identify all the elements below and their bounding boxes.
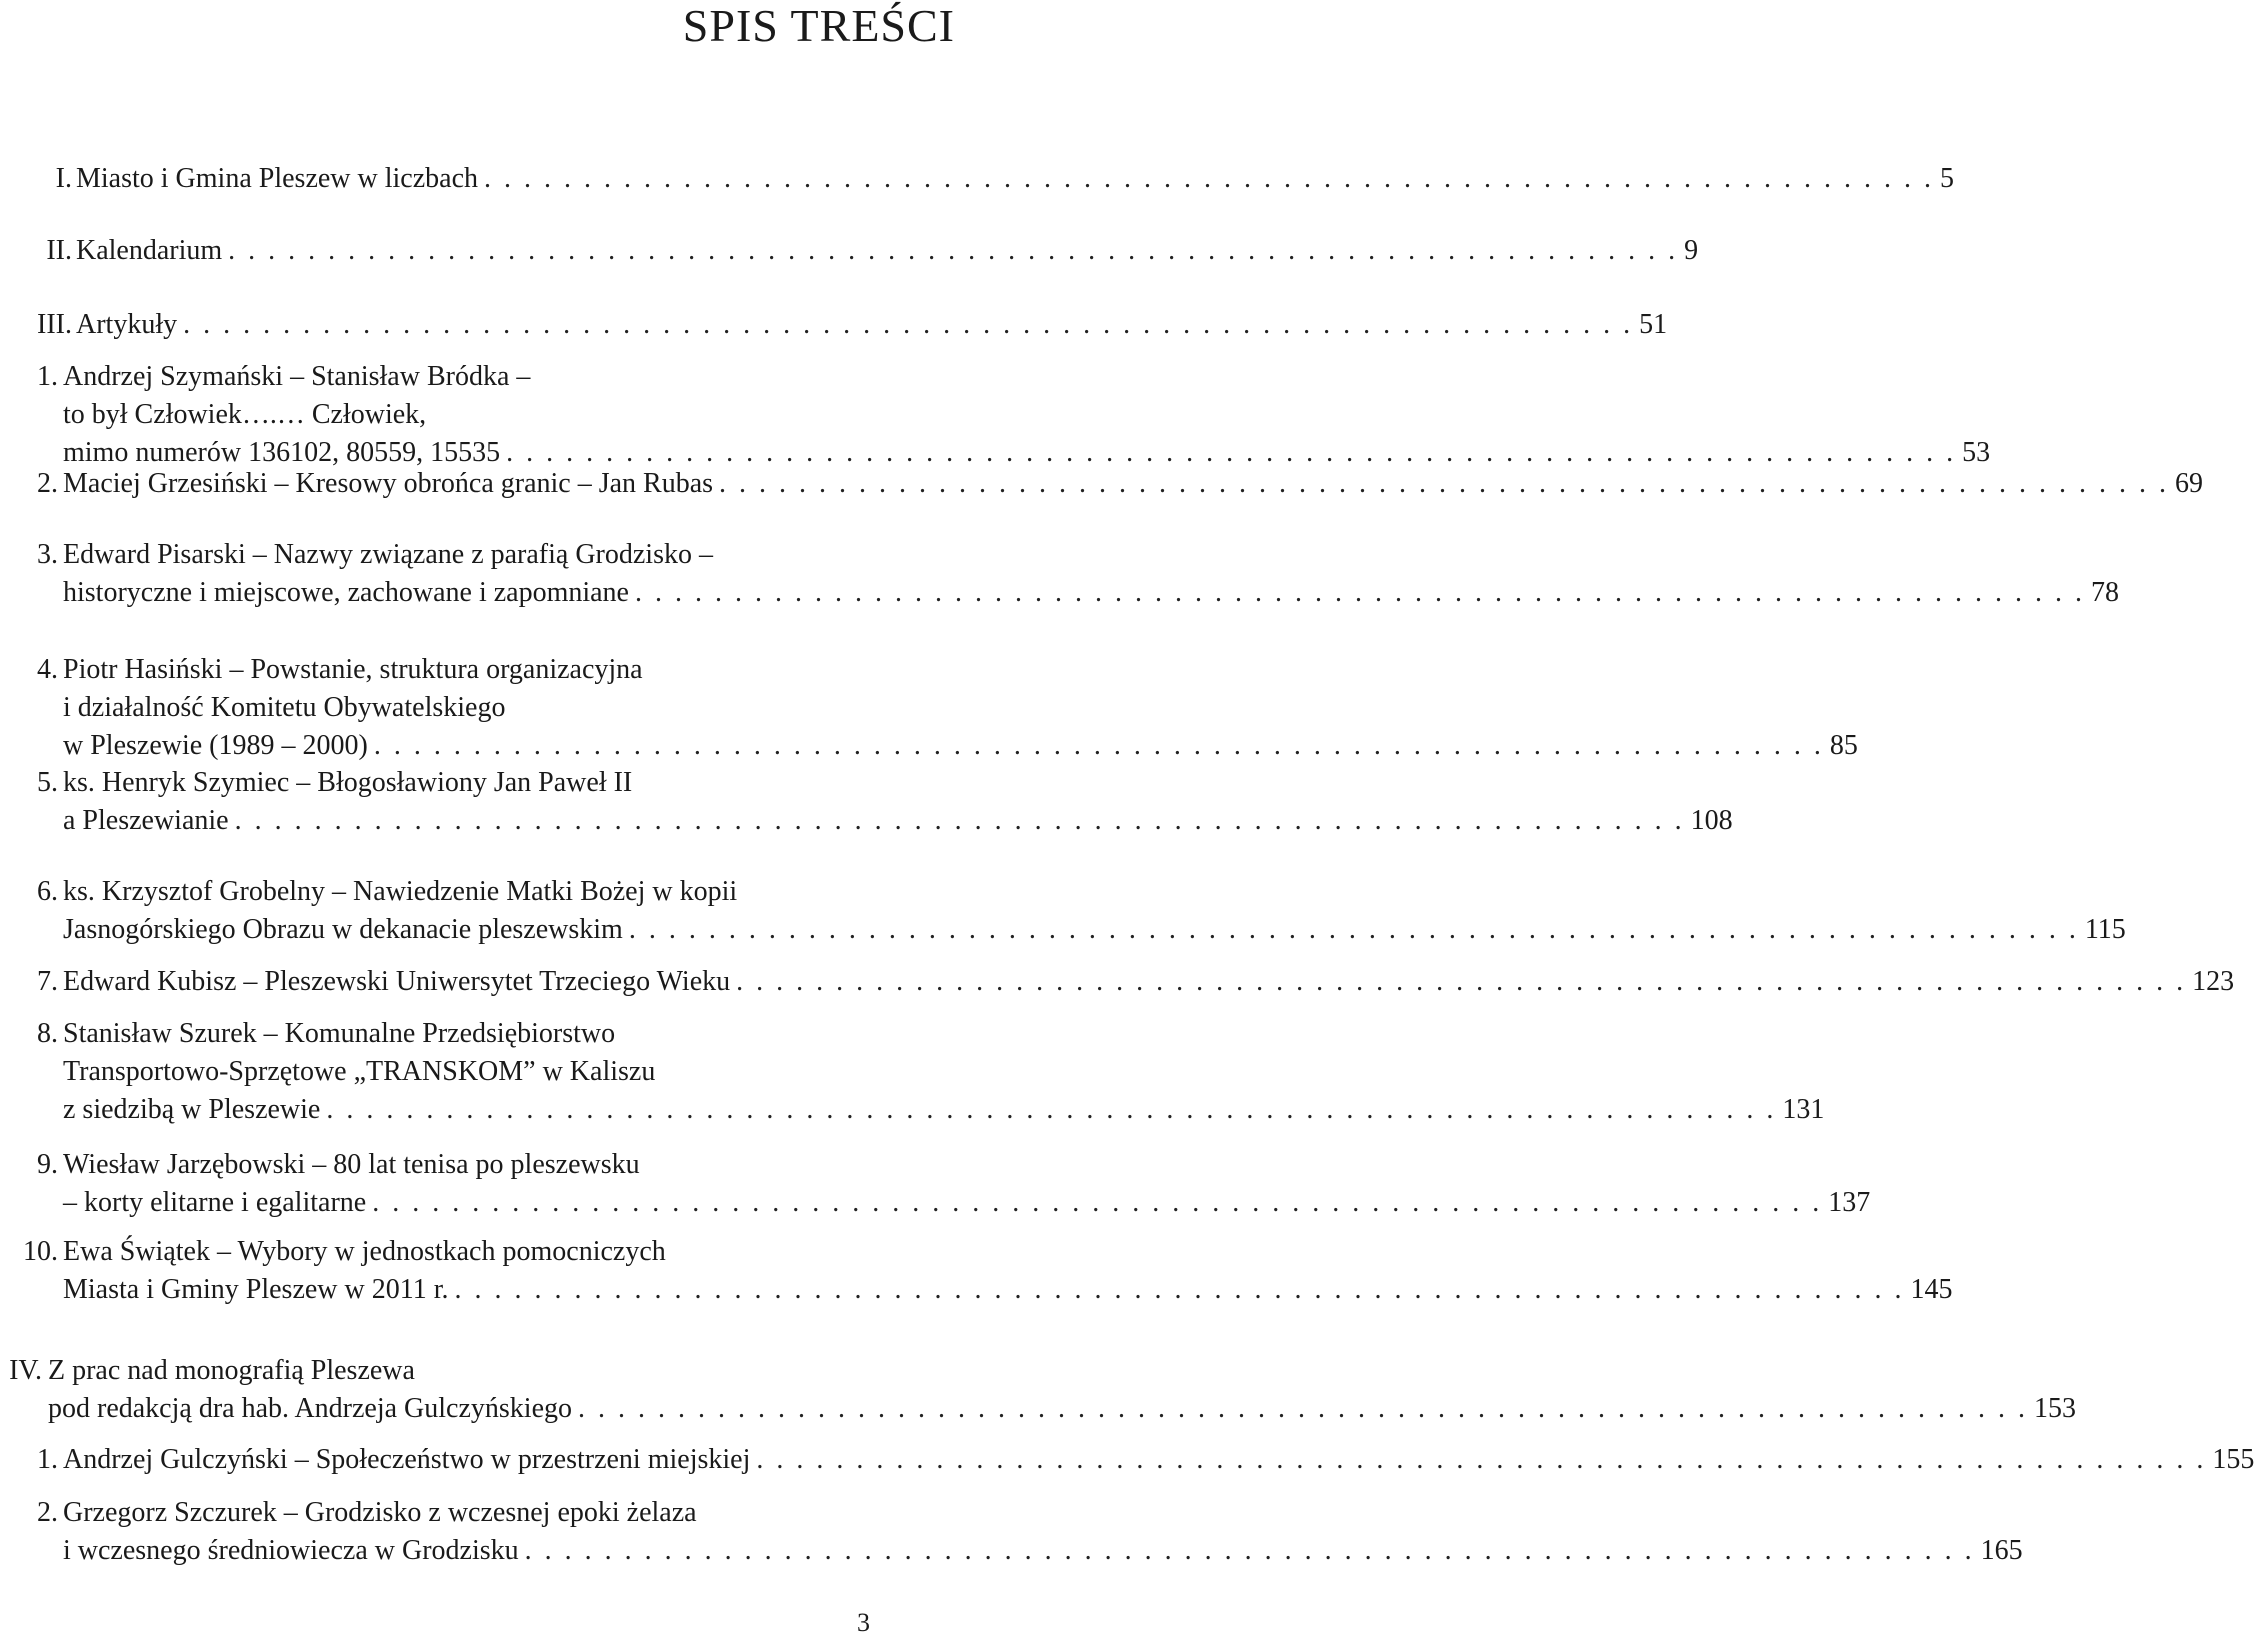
toc-entry-title: z siedzibą w Pleszewie <box>63 1094 321 1125</box>
toc-entry-number: I. <box>55 163 72 194</box>
toc-entry-title: Edward Pisarski – Nazwy związane z parafią Grodzisko – <box>63 539 713 570</box>
toc-entry-number: 5. <box>37 767 58 798</box>
toc-page-ref: 115 <box>2084 914 2126 945</box>
toc-entry-title: i działalność Komitetu Obywatelskiego <box>63 692 506 723</box>
toc-page-ref: 165 <box>1980 1535 2023 1566</box>
toc-entry-title: a Pleszewianie <box>63 805 229 836</box>
toc-entry-number: II. <box>46 235 72 266</box>
dot-leader: . . . . . . . . . . . . . . . . . . . . . . . . . . . . . . . . . . . . . . . . . . . . . . . . . . . . . . . . . . . . . . . . . . . . . . . . . <box>234 805 1685 836</box>
toc-entry-number: 1. <box>37 361 58 392</box>
dot-leader: . . . . . . . . . . . . . . . . . . . . . . . . . . . . . . . . . . . . . . . . . . . . . . . . . . . . . . . . . . . . . . . . . . . . . . . . . <box>484 163 1935 194</box>
toc-page-ref: 145 <box>1910 1274 1953 1305</box>
toc-page-ref: 69 <box>2175 468 2204 499</box>
toc-entry-title: Stanisław Szurek – Komunalne Przedsiębiorstwo <box>63 1018 616 1049</box>
toc-entry-title: Jasnogórskiego Obrazu w dekanacie pleszewskim <box>63 914 623 945</box>
toc-entry-number: 4. <box>37 654 58 685</box>
toc-entry-title: ks. Krzysztof Grobelny – Nawiedzenie Matki Bożej w kopii <box>63 876 738 907</box>
toc-entry-title: Miasto i Gmina Pleszew w liczbach <box>76 163 479 194</box>
toc-entry-number: III. <box>37 309 72 340</box>
toc-entry-title: Artykuły <box>76 309 178 340</box>
page-number: 3 <box>857 1608 870 1637</box>
toc-page-ref: 51 <box>1639 309 1668 340</box>
toc-entry-number: 10. <box>23 1236 58 1267</box>
dot-leader: . . . . . . . . . . . . . . . . . . . . . . . . . . . . . . . . . . . . . . . . . . . . . . . . . . . . . . . . . . . . . . . . . . . . . . . . . <box>506 437 1957 468</box>
toc-entry-number: 8. <box>37 1018 58 1049</box>
toc-entry-number: 9. <box>37 1149 58 1180</box>
toc-entry-title: Transportowo-Sprzętowe „TRANSKOM” w Kaliszu <box>63 1056 656 1087</box>
toc-page-ref: 137 <box>1828 1187 1871 1218</box>
toc-page-ref: 108 <box>1690 805 1733 836</box>
toc-entry-title: Piotr Hasiński – Powstanie, struktura organizacyjna <box>63 654 643 685</box>
toc-entry-title: w Pleszewie (1989 – 2000) <box>63 730 368 761</box>
toc-entry-title: Z prac nad monografią Pleszewa <box>48 1355 415 1386</box>
dot-leader: . . . . . . . . . . . . . . . . . . . . . . . . . . . . . . . . . . . . . . . . . . . . . . . . . . . . . . . . . . . . . . . . . . . . . . . . . <box>719 468 2170 499</box>
dot-leader: . . . . . . . . . . . . . . . . . . . . . . . . . . . . . . . . . . . . . . . . . . . . . . . . . . . . . . . . . . . . . . . . . . . . . . . . . <box>578 1393 2029 1424</box>
toc-entry-title: Miasta i Gminy Pleszew w 2011 r. <box>63 1274 449 1305</box>
toc-entry-number: 1. <box>37 1444 58 1475</box>
toc-entry-title: Edward Kubisz – Pleszewski Uniwersytet Trzeciego Wieku <box>63 966 731 997</box>
toc-entry-title: – korty elitarne i egalitarne <box>63 1187 367 1218</box>
dot-leader: . . . . . . . . . . . . . . . . . . . . . . . . . . . . . . . . . . . . . . . . . . . . . . . . . . . . . . . . . . . . . . . . . . . . . . . . . <box>454 1274 1905 1305</box>
toc-entry-title: mimo numerów 136102, 80559, 15535 <box>63 437 501 468</box>
dot-leader: . . . . . . . . . . . . . . . . . . . . . . . . . . . . . . . . . . . . . . . . . . . . . . . . . . . . . . . . . . . . . . . . . . . . . . . . . <box>628 914 2079 945</box>
toc-entry-title: ks. Henryk Szymiec – Błogosławiony Jan Paweł II <box>63 767 633 798</box>
toc-page-ref: 5 <box>1940 163 1955 194</box>
toc-entry-title: to był Człowiek….… Człowiek, <box>63 399 427 430</box>
toc-page-ref: 9 <box>1684 235 1699 266</box>
toc-entry-number: 6. <box>37 876 58 907</box>
toc-page-ref: 85 <box>1829 730 1858 761</box>
toc-entry-title: Wiesław Jarzębowski – 80 lat tenisa po pleszewsku <box>63 1149 640 1180</box>
toc-entry-title: Grzegorz Szczurek – Grodzisko z wczesnej epoki żelaza <box>63 1497 697 1528</box>
dot-leader: . . . . . . . . . . . . . . . . . . . . . . . . . . . . . . . . . . . . . . . . . . . . . . . . . . . . . . . . . . . . . . . . . . . . . . . . . <box>228 235 1679 266</box>
toc-page-ref: 131 <box>1782 1094 1825 1125</box>
toc-entry-number: 2. <box>37 468 58 499</box>
toc-page-ref: 153 <box>2034 1393 2077 1424</box>
toc-entry-number: IV. <box>9 1355 42 1386</box>
toc-entry-number: 7. <box>37 966 58 997</box>
toc-page-ref: 53 <box>1962 437 1991 468</box>
dot-leader: . . . . . . . . . . . . . . . . . . . . . . . . . . . . . . . . . . . . . . . . . . . . . . . . . . . . . . . . . . . . . . . . . . . . . . . . . <box>756 1444 2207 1475</box>
toc-entry-title: Ewa Świątek – Wybory w jednostkach pomocniczych <box>63 1236 666 1267</box>
dot-leader: . . . . . . . . . . . . . . . . . . . . . . . . . . . . . . . . . . . . . . . . . . . . . . . . . . . . . . . . . . . . . . . . . . . . . . . . . <box>373 730 1824 761</box>
toc-entry-title: pod redakcją dra hab. Andrzeja Gulczyńskiego <box>48 1393 573 1424</box>
toc-entry-number: 2. <box>37 1497 58 1528</box>
toc-entry-title: i wczesnego średniowiecza w Grodzisku <box>63 1535 519 1566</box>
toc-entry-title: Maciej Grzesiński – Kresowy obrońca granic – Jan Rubas <box>63 468 714 499</box>
toc-page-ref: 78 <box>2091 577 2119 608</box>
toc-entry-title: historyczne i miejscowe, zachowane i zapomniane <box>63 577 629 608</box>
dot-leader: . . . . . . . . . . . . . . . . . . . . . . . . . . . . . . . . . . . . . . . . . . . . . . . . . . . . . . . . . . . . . . . . . . . . . . . . . <box>736 966 2187 997</box>
page-title: SPIS TREŚCI <box>682 0 955 51</box>
toc-page-ref: 123 <box>2192 966 2235 997</box>
toc-page-ref: 155 <box>2212 1444 2254 1475</box>
dot-leader: . . . . . . . . . . . . . . . . . . . . . . . . . . . . . . . . . . . . . . . . . . . . . . . . . . . . . . . . . . . . . . . . . . . . . . . . . <box>183 309 1634 340</box>
toc-entry-title: Kalendarium <box>76 235 223 266</box>
toc-entry-title: Andrzej Gulczyński – Społeczeństwo w przestrzeni miejskiej <box>63 1444 751 1475</box>
dot-leader: . . . . . . . . . . . . . . . . . . . . . . . . . . . . . . . . . . . . . . . . . . . . . . . . . . . . . . . . . . . . . . . . . . . . . . . . . <box>372 1187 1823 1218</box>
toc-entry-number: 3. <box>37 539 58 570</box>
toc-entry-title: Andrzej Szymański – Stanisław Bródka – <box>63 361 531 392</box>
dot-leader: . . . . . . . . . . . . . . . . . . . . . . . . . . . . . . . . . . . . . . . . . . . . . . . . . . . . . . . . . . . . . . . . . . . . . . . . . <box>524 1535 1975 1566</box>
dot-leader: . . . . . . . . . . . . . . . . . . . . . . . . . . . . . . . . . . . . . . . . . . . . . . . . . . . . . . . . . . . . . . . . . . . . . . . . . <box>635 577 2085 608</box>
dot-leader: . . . . . . . . . . . . . . . . . . . . . . . . . . . . . . . . . . . . . . . . . . . . . . . . . . . . . . . . . . . . . . . . . . . . . . . . . <box>326 1094 1777 1125</box>
